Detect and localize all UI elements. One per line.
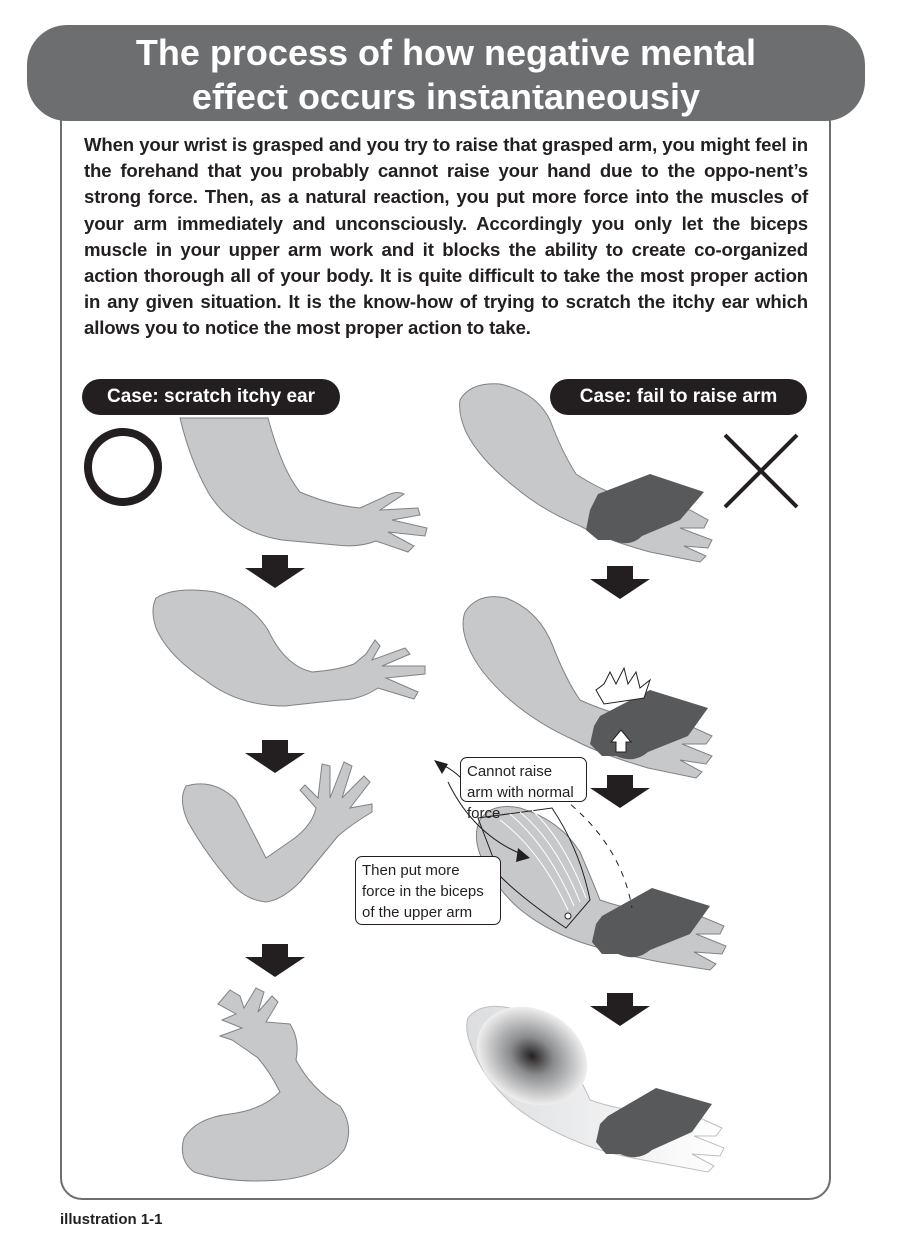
title-line-2: effect occurs instantaneously [191, 76, 701, 117]
figure-caption: illustration 1-1 [60, 1211, 163, 1228]
left-arm-4 [182, 988, 348, 1181]
down-arrow-icon [590, 775, 650, 808]
case-label-scratch: Case: scratch itchy ear [82, 379, 340, 415]
correct-circle-icon [88, 432, 158, 502]
wrong-cross-icon [725, 435, 797, 507]
callout-normal-force: Cannot raise arm with normal force [460, 757, 587, 802]
right-arm-4 [459, 987, 724, 1172]
body-paragraph: When your wrist is grasped and you try to raise that grasped arm, you might feel in the forehand that you probably cannot raise your hand due to the oppo-nent’s strong force. Then, as a natural reaction, you put more force into the muscles of your arm immediately and unconsciously. Accordingly you only let the biceps muscle in your upper arm work and it blocks the ability to create co-organized action thorough all of your body. It is quite difficult to take the most proper action in any given situation. It is the know-how of trying to scratch the itchy ear which allows you to notice the most proper action to take. [84, 134, 808, 339]
down-arrow-icon [245, 944, 305, 977]
down-arrow-icon [245, 740, 305, 773]
down-arrow-icon [590, 993, 650, 1026]
left-arm-2 [153, 590, 425, 706]
right-arm-2 [463, 597, 712, 778]
case-label-fail: Case: fail to raise arm [550, 379, 807, 415]
left-arm-3 [182, 762, 372, 902]
right-arm-1 [460, 384, 712, 562]
callout-more-force: Then put more force in the biceps of the upper arm [355, 856, 501, 925]
down-arrow-icon [590, 566, 650, 599]
left-arm-1 [180, 418, 427, 552]
down-arrow-icon [245, 555, 305, 588]
title-line-1: The process of how negative mental [135, 32, 757, 73]
